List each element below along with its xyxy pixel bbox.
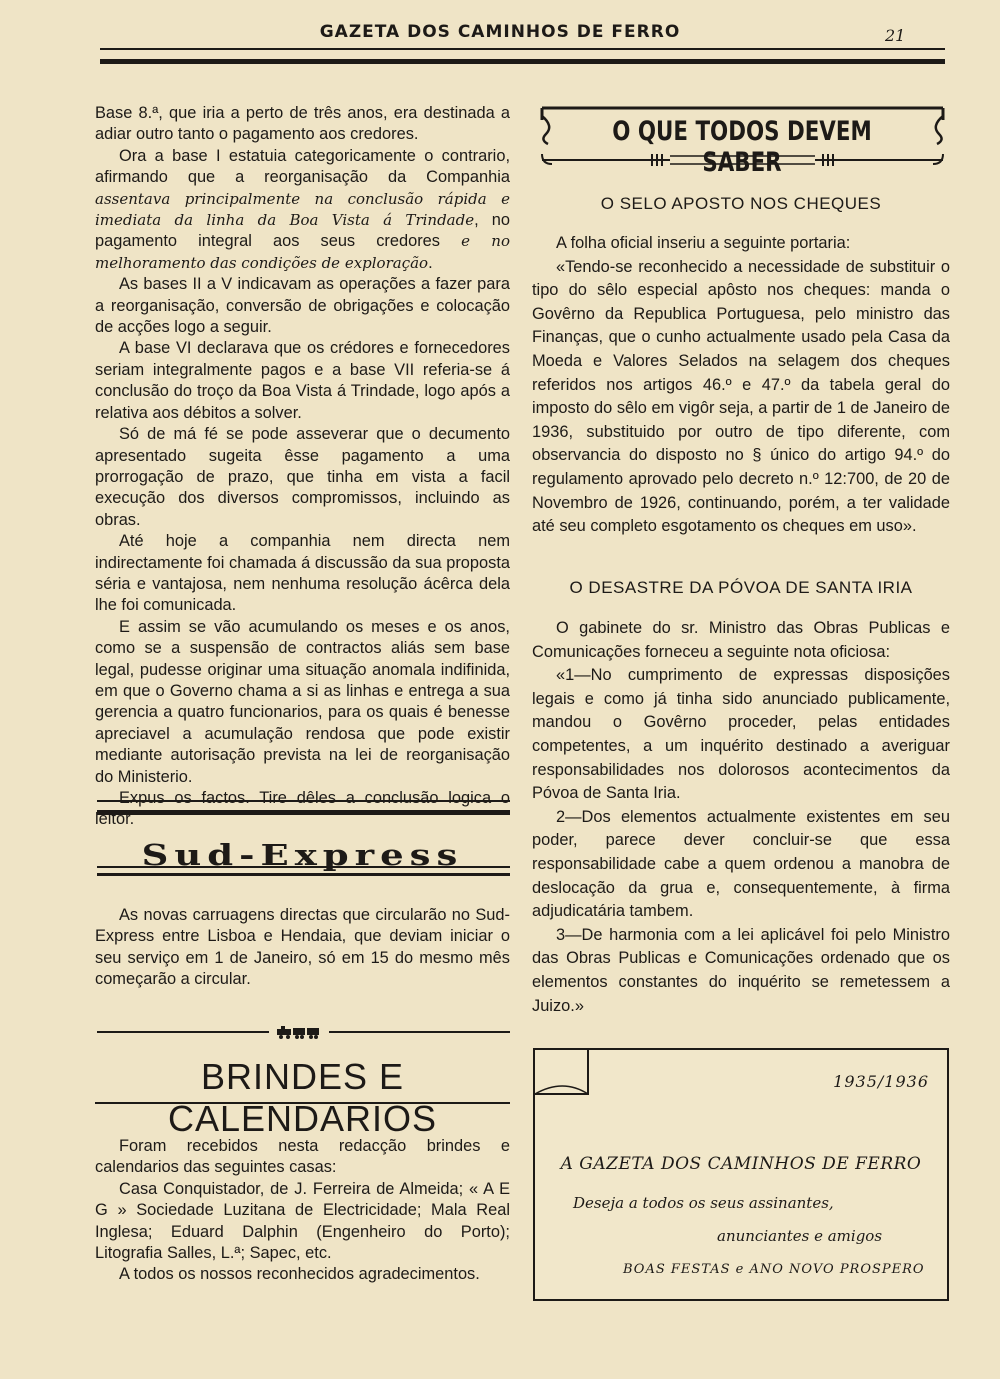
section-divider [97, 800, 510, 815]
text-run: Só de má fé se pode asseverar que o decumento apresentado sugeita êsse pagamento a uma prorrogação de prazo, que tinha em vista a facil execução dos diversos compromissos, incluindo as obras. [95, 425, 510, 529]
desastre-paragraph: «1—No cumprimento de expressas disposições legais e como já tinha sido anunciado publicamente, mandou o Govêrno proceder, pelas entidades competentes, a um inquérito destinado a averiguar responsabilidades nos dolorosos acontecimentos da Póvoa de Santa Iria. [532, 666, 950, 803]
article-paragraph [95, 531, 510, 617]
text-run: . [428, 253, 433, 272]
greeting-advertisement [533, 1048, 949, 1301]
brindes-paragraph: Foram recebidos nesta redacção brindes e calendarios das seguintes casas: [95, 1137, 510, 1177]
desastre-heading: O DESASTRE DA PÓVOA DE SANTA IRIA [569, 578, 913, 597]
article-paragraph [95, 617, 510, 788]
selo-heading: O SELO APOSTO NOS CHEQUES [600, 194, 882, 213]
selo-paragraph: «Tendo-se reconhecido a necessidade de substituir o tipo do sêlo especial apôsto nos cheques: manda o Govêrno da Republica Portuguesa, pelo ministro das Finanças, que o cunho actualmente usado pela Casa da Moeda e Valores Selados na selagem dos cheques referidos nos artigos 46.º e 47.º da tabela geral do imposto do sêlo em vigôr seja, a partir de 1 de Janeiro de 1936, substituido por outro de tipo diferente, com observancia do disposto no § único do artigo 94.º do regulamento aprovado pelo decreto n.º 12:700, de 20 de Novembro de 1926, continuando, porém, a ter validade até seu completo esgotamento os cheques em uso». [532, 257, 950, 536]
desastre-article [532, 617, 950, 1018]
article-paragraph [95, 338, 510, 424]
sud-express-text: As novas carruagens directas que circularão no Sud-Express entre Lisboa e Hendaia, que deviam iniciar o seu serviço em 1 de Janeiro, só em 15 do mesmo mês começarão a circular. [95, 906, 510, 989]
brindes-paragraph: A todos os nossos reconhecidos agradecimentos. [119, 1265, 480, 1284]
article-paragraph [95, 103, 510, 146]
text-run: As bases II a V indicavam as operações a fazer para a reorganisação, conversão de obrigações e colocação de acções logo a seguir. [95, 275, 510, 337]
text-run: , no pagamento integral aos seus credores [95, 211, 510, 251]
article-paragraph [95, 424, 510, 531]
section-title-banner [540, 106, 945, 178]
text-run: Ora a base I estatuia categoricamente o contrario, afirmando que a reorganisação da Companhia [95, 146, 510, 187]
text-run: Até hoje a companhia nem directa nem indirectamente foi chamada á discussão da sua proposta séria e vantajosa, nem nenhuma resolução ácêrca dela lhe foi comunicada. [95, 532, 510, 615]
folded-corner-icon [533, 1048, 593, 1098]
ad-greeting-line: anunciantes e amigos [717, 1227, 883, 1245]
brindes-article [95, 1136, 510, 1286]
ad-title: A GAZETA DOS CAMINHOS DE FERRO [560, 1154, 922, 1174]
brindes-title: BRINDES E CALENDARIOS [167, 1056, 438, 1139]
ad-festive-line: BOAS FESTAS e ANO NOVO PROSPERO [623, 1262, 925, 1277]
text-run: Base 8.ª, que iria a perto de três anos, era destinada a adiar outro tanto o pagamento aos credores. [95, 104, 510, 144]
brindes-paragraph: Casa Conquistador, de J. Ferreira de Almeida; « A E G » Sociedade Luzitana de Electricidade; Mala Real Inglesa; Eduard Dalphin (Engenheiro do Porto); Litografia Salles, L.ª; Sapec, etc. [95, 1179, 510, 1263]
article-paragraph [95, 274, 510, 338]
brindes-rule [95, 1102, 510, 1104]
page-number: 21 [885, 26, 906, 45]
desastre-paragraph: O gabinete do sr. Ministro das Obras Publicas e Comunicações forneceu a seguinte nota oficiosa: [532, 619, 950, 661]
ad-year: 1935/1936 [833, 1072, 929, 1091]
italic-text: e no melhoramento das condições de exploração [95, 232, 510, 272]
text-run: A base VI declarava que os crédores e fornecedores seriam integralmente pagos e a base VII referia-se á conclusão do troço da Boa Vista á Trindade, logo após a relativa aos débitos a solver. [95, 339, 510, 422]
text-run: Expus os factos. Tire dêles a conclusão logica o leitor. [95, 789, 510, 829]
article-paragraph [95, 146, 510, 274]
header-rule [100, 48, 945, 64]
desastre-paragraph: 3—De harmonia com a lei aplicável foi pelo Ministro das Obras Publicas e Comunicações ordenado que os elementos constantes do inquérito se remetessem a Juizo.» [532, 925, 950, 1015]
selo-article [532, 232, 950, 539]
train-rule [97, 1027, 510, 1037]
italic-text: assentava principalmente na conclusão rápida e imediata da linha da Boa Vista á Trindade [95, 189, 510, 230]
selo-paragraph: A folha oficial inseriu a seguinte portaria: [556, 234, 851, 252]
header-title: GAZETA DOS CAMINHOS DE FERRO [319, 22, 681, 42]
train-icon [275, 1025, 325, 1039]
sud-express-article [95, 905, 510, 991]
text-run: E assim se vão acumulando os meses e os anos, como se a suspensão de contractos aliás sem base legal, pudesse originar uma situação anomala indifinida, em que o Governo chama a si as linhas e entrega a sua gerencia a quatro funcionarios, para os quais é benesse apreciavel a acumulação rendosa que pode existir mediante autorisação prevista na lei de reorganisação do Ministerio. [95, 617, 510, 786]
section-divider [97, 866, 510, 876]
section-title: O QUE TODOS DEVEM SABER [612, 116, 872, 178]
left-article [95, 103, 510, 831]
ad-greeting-line: Deseja a todos os seus assinantes, [573, 1194, 834, 1212]
sud-express-title: Sud-Express [141, 837, 464, 873]
desastre-paragraph: 2—Dos elementos actualmente existentes em seu poder, parece dever concluir-se que essa responsabilidade cabe a quem ordenou a manobra de deslocação da grua e, consequentemente, à firma adjudicatária tambem. [532, 807, 950, 921]
